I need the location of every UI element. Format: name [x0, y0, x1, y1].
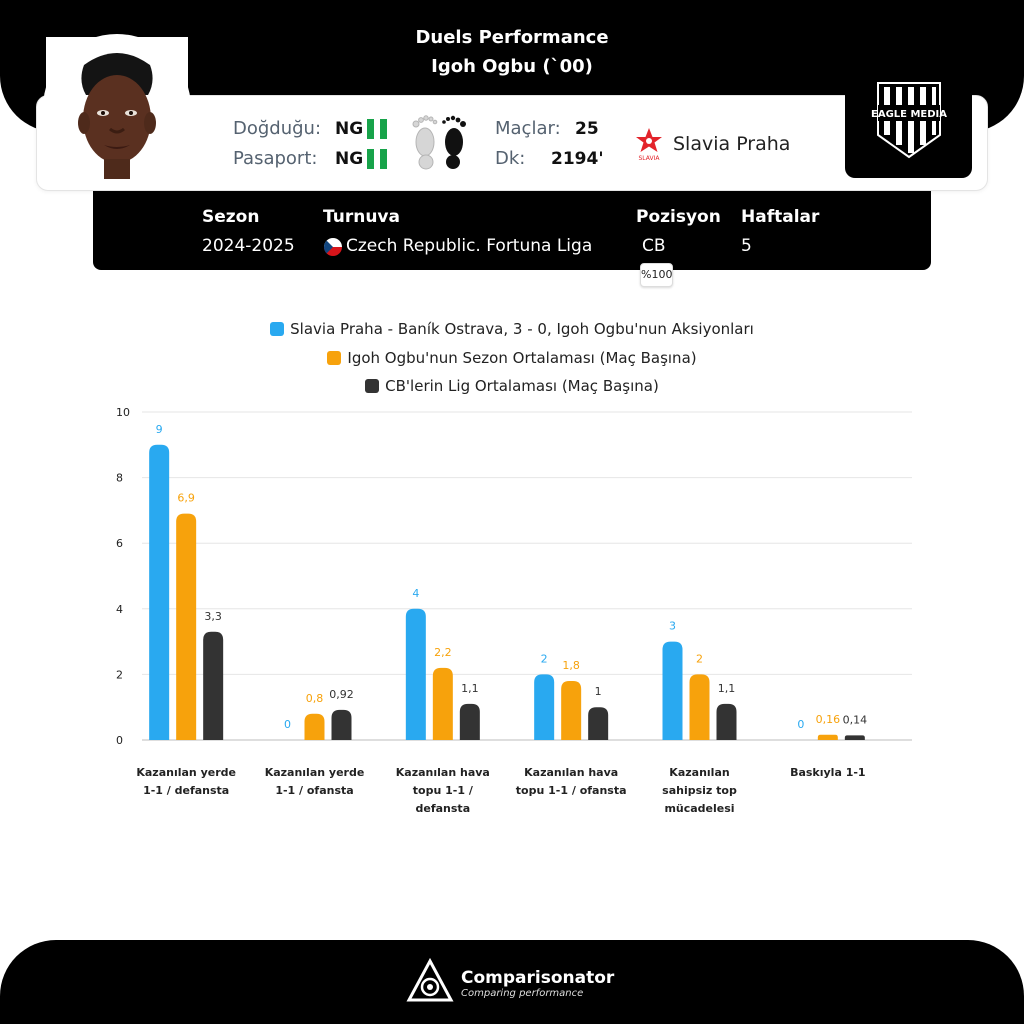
- data-label: 1: [594, 685, 602, 699]
- data-label: 4: [412, 586, 420, 600]
- bar-series-3: [460, 704, 480, 740]
- season-value: 2024-2025: [202, 236, 295, 256]
- minutes-value: 2194': [551, 149, 604, 169]
- category-label: Kazanılan: [669, 766, 730, 779]
- data-label: 0,92: [329, 687, 354, 701]
- category-label: Kazanılan yerde: [264, 766, 365, 779]
- y-tick-label: 0: [116, 734, 123, 747]
- season-header: Sezon: [202, 207, 260, 227]
- bar-series-3: [332, 710, 352, 740]
- weeks-value: 5: [741, 236, 752, 256]
- footer-tagline: Comparing performance: [461, 988, 584, 999]
- bar-series-1: [149, 445, 169, 740]
- category-label: defansta: [415, 802, 471, 815]
- bar-series-3: [845, 735, 865, 740]
- data-label: 1,1: [717, 681, 736, 695]
- svg-text:SLAVIA: SLAVIA: [638, 155, 660, 162]
- weeks-header: Haftalar: [741, 207, 820, 227]
- bar-series-3: [588, 707, 608, 740]
- category-label: 1-1 / ofansta: [275, 784, 354, 797]
- comparisonator-logo-icon: [406, 958, 454, 1006]
- data-label: 1,1: [461, 681, 479, 695]
- matches-label: Maçlar:: [495, 118, 561, 139]
- category-label: Kazanılan hava: [395, 766, 490, 779]
- legend-item-series-1: Slavia Praha - Baník Ostrava, 3 - 0, Igoh Ogbu'nun Aksiyonları: [0, 320, 1024, 338]
- matches-value: 25: [575, 119, 599, 139]
- passport-label: Pasaport:: [233, 148, 318, 169]
- data-label: 0,16: [815, 712, 841, 726]
- birth-value: NG: [335, 119, 364, 139]
- position-percent-badge: %100: [640, 263, 673, 287]
- category-label: Kazanılan yerde: [136, 766, 236, 779]
- data-label: 0: [797, 718, 805, 731]
- position-header: Pozisyon: [636, 207, 721, 227]
- y-tick-label: 6: [116, 537, 123, 551]
- category-label: Kazanılan hava: [524, 766, 619, 779]
- bar-series-3: [717, 704, 737, 740]
- bar-series-2: [433, 668, 453, 740]
- y-tick-label: 8: [116, 471, 123, 485]
- y-tick-label: 2: [116, 668, 123, 682]
- club-name: Slavia Praha: [673, 133, 791, 155]
- page-title: Duels Performance: [415, 27, 609, 48]
- data-label: 0: [284, 718, 291, 731]
- data-label: 2: [696, 652, 703, 666]
- data-label: 9: [155, 422, 163, 436]
- bar-series-1: [663, 642, 683, 740]
- bar-series-1: [534, 674, 554, 740]
- bar-series-3: [203, 632, 223, 740]
- category-label: Baskıyla 1-1: [790, 766, 866, 779]
- y-tick-label: 10: [116, 406, 130, 419]
- data-label: 3,3: [204, 609, 222, 623]
- data-label: 0,14: [842, 713, 868, 727]
- svg-text:EAGLE MEDIA: EAGLE MEDIA: [870, 109, 948, 120]
- birth-label: Doğduğu:: [233, 118, 322, 139]
- bar-series-2: [305, 714, 325, 740]
- bar-series-2: [176, 514, 196, 740]
- category-label: topu 1-1 /: [412, 784, 473, 797]
- passport-value: NG: [335, 149, 364, 169]
- category-label: sahipsiz top: [662, 784, 737, 797]
- category-label: topu 1-1 / ofansta: [515, 784, 627, 797]
- y-tick-label: 4: [116, 602, 123, 616]
- data-label: 0,8: [305, 691, 324, 705]
- minutes-label: Dk:: [495, 148, 526, 169]
- data-label: 2,2: [434, 645, 452, 659]
- bar-series-2: [818, 735, 838, 740]
- bar-series-2: [561, 681, 581, 740]
- tournament-header: Turnuva: [323, 207, 400, 227]
- footer-brand-name: Comparisonator: [461, 968, 615, 988]
- data-label: 6,9: [177, 491, 195, 505]
- legend-item-series-2: Igoh Ogbu'nun Sezon Ortalaması (Maç Başına): [0, 349, 1024, 367]
- data-label: 3: [669, 619, 676, 633]
- player-name: Igoh Ogbu (`00): [431, 56, 593, 77]
- category-label: mücadelesi: [664, 802, 735, 815]
- data-label: 1,8: [562, 658, 580, 672]
- category-label: 1-1 / defansta: [143, 784, 230, 797]
- bar-series-2: [690, 674, 710, 740]
- legend-item-series-3: CB'lerin Lig Ortalaması (Maç Başına): [0, 377, 1024, 395]
- data-label: 2: [540, 652, 548, 666]
- position-value: CB: [642, 236, 666, 256]
- tournament-value: Czech Republic. Fortuna Liga: [346, 236, 593, 256]
- bar-series-1: [406, 609, 426, 740]
